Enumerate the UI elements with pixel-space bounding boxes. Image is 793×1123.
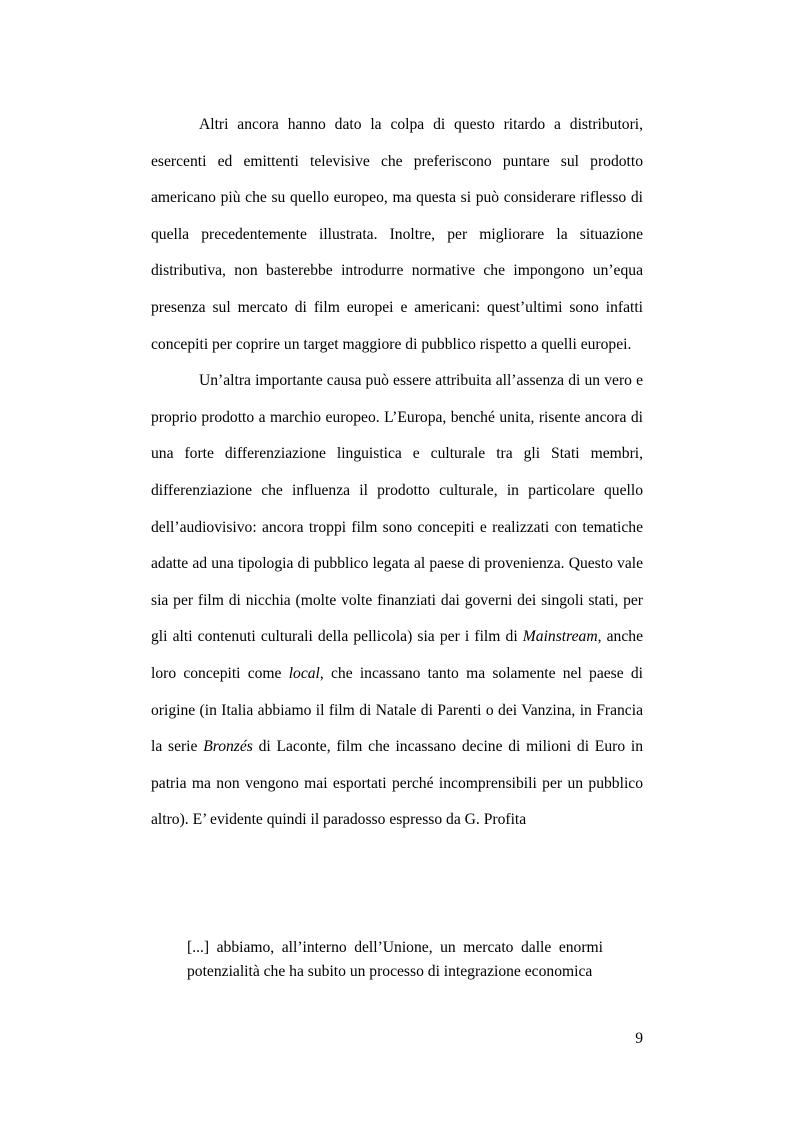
body-text (151, 107, 643, 839)
paragraph-text: di Laconte, film che incassano decine di milioni di Euro in patria ma non vengono mai esportati perché incomprensibili per un pubblico altro). E’ evidente quindi il paradosso espresso da G. Profita (151, 738, 643, 829)
italic-title-bronzes: Bronzés (203, 738, 253, 756)
quote-text: [...] abbiamo, all’interno dell’Unione, un mercato dalle enormi potenzialità che ha subito un processo di integrazione economica (187, 939, 603, 980)
page-number: 9 (635, 1030, 643, 1047)
paragraph-text: , anche loro concepiti come (151, 628, 643, 682)
italic-term-local: local (288, 664, 320, 682)
block-quote (187, 936, 603, 984)
paragraph-text: Un’altra importante causa può essere attribuita all’assenza di un vero e proprio prodotto a marchio europeo. L’Europa, benché unita, risente ancora di una forte differenziazione linguistica e culturale tra gli Stati membri, differenziazione che influenza il prodotto culturale, in particolare quello dell’audiovisivo: ancora troppi film sono concepiti e realizzati con tematiche adatte ad una tipologia di pubblico legata al paese di provenienza. Questo vale sia per film di nicchia (molte volte finanziati dai governi dei singoli stati, per gli alti contenuti culturali della pellicola) sia per i film di (151, 372, 643, 646)
paragraph-european-brand (151, 363, 643, 839)
paragraph-distribution (151, 107, 643, 363)
paragraph-text: , che incassano tanto ma solamente nel paese di origine (in Italia abbiamo il film di Natale di Parenti o dei Vanzina, in Francia la serie (151, 664, 643, 756)
paragraph-text: Altri ancora hanno dato la colpa di questo ritardo a distributori, esercenti ed emittenti televisive che preferiscono puntare sul prodotto americano più che su quello europeo, ma questa si può considerare riflesso di quella precedentemente illustrata. Inoltre, per migliorare la situazione distributiva, non basterebbe introdurre normative che impongono un’equa presenza sul mercato di film europei e americani: quest’ultimi sono infatti concepiti per coprire un target maggiore di pubblico rispetto a quelli europei. (151, 116, 643, 353)
italic-term-mainstream: Mainstream (522, 628, 598, 646)
